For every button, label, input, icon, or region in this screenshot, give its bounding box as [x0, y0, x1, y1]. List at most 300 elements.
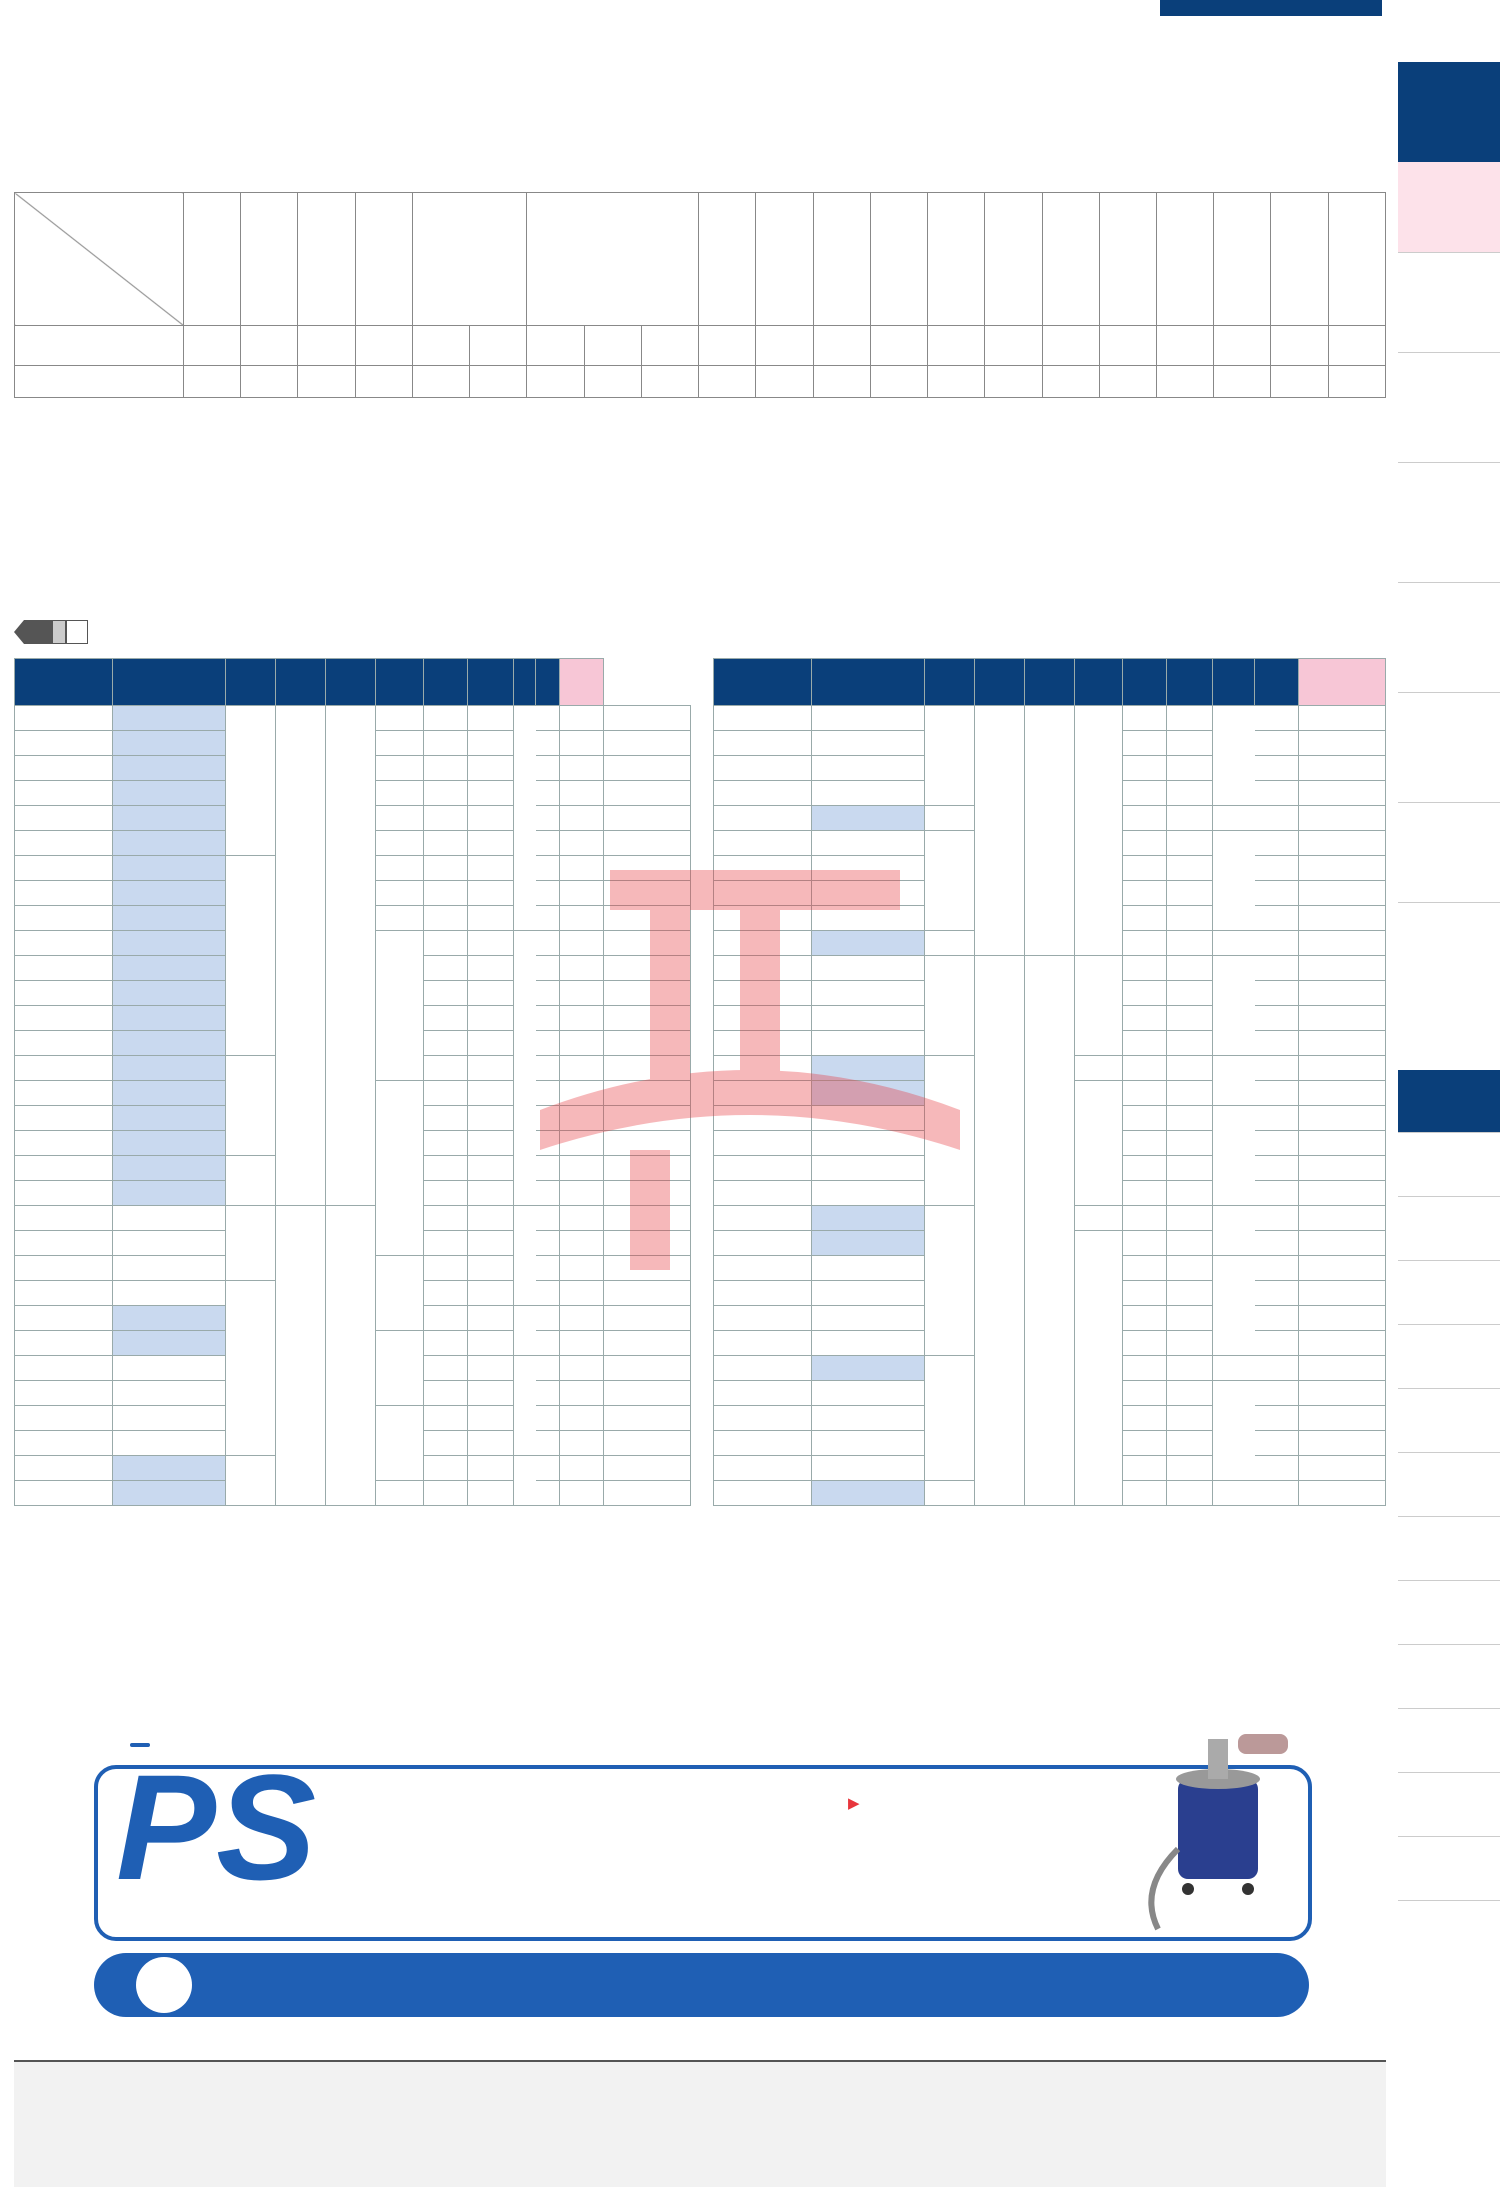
pl-value [468, 1481, 514, 1506]
weight-value [560, 1456, 604, 1481]
col-header [536, 659, 560, 706]
price-value [604, 806, 691, 831]
diameter [113, 906, 226, 931]
pl-value [1167, 906, 1213, 931]
material-code [584, 326, 641, 366]
diameter [812, 1131, 925, 1156]
pl-value [1167, 1106, 1213, 1131]
edp-number [714, 1481, 812, 1506]
material-code [870, 326, 927, 366]
stock-symbol [1255, 1256, 1299, 1281]
price-value [604, 1106, 691, 1131]
diameter [113, 1331, 226, 1356]
stock-symbol [1255, 956, 1299, 981]
product-table-right [713, 658, 1386, 1506]
table-row [714, 706, 1386, 731]
stock-class [1213, 1481, 1255, 1506]
ls-value [1123, 1356, 1167, 1381]
suitability-symbol [470, 366, 527, 398]
stock-symbol [1255, 1056, 1299, 1081]
ls-value [424, 1056, 468, 1081]
ls-value [1123, 856, 1167, 881]
weight-value [560, 781, 604, 806]
stock-symbol [536, 1131, 560, 1156]
lu-value [226, 1056, 276, 1156]
arrow-icon: ▶ [848, 1794, 860, 1812]
pl-value [468, 1106, 514, 1131]
stock-class [1213, 1356, 1255, 1381]
ls-value [424, 1431, 468, 1456]
stock-symbol [1255, 981, 1299, 1006]
ls-value [424, 856, 468, 881]
dcon-value [376, 931, 424, 1081]
material-header [813, 193, 870, 326]
stock-symbol [536, 881, 560, 906]
osg-app-banner[interactable] [94, 1953, 1309, 2017]
dcon-value [376, 706, 424, 731]
pl-value [1167, 1306, 1213, 1331]
material-code [699, 326, 756, 366]
ls-value [424, 1281, 468, 1306]
ls-value [1123, 1031, 1167, 1056]
material-header [870, 193, 927, 326]
sub-tab-12[interactable] [1398, 1836, 1500, 1901]
col-header [1075, 659, 1123, 706]
ls-value [1123, 1306, 1167, 1331]
pl-value [1167, 781, 1213, 806]
pl-value [1167, 856, 1213, 881]
diameter [812, 1406, 925, 1431]
pl-value [468, 781, 514, 806]
diameter [812, 1081, 925, 1106]
stock-symbol [536, 731, 560, 756]
sub-tab-11[interactable] [1398, 1772, 1500, 1837]
weight-value [560, 1431, 604, 1456]
stock-symbol [1255, 1206, 1299, 1231]
diameter [812, 781, 925, 806]
weight-value [560, 1206, 604, 1231]
pl-value [1167, 1281, 1213, 1306]
material-code [1099, 326, 1156, 366]
diameter [812, 1156, 925, 1181]
ps-series-banner[interactable] [94, 1743, 1312, 1941]
ls-value [1123, 1156, 1167, 1181]
from-dc [52, 620, 66, 644]
price-value [604, 1231, 691, 1256]
material-header [928, 193, 985, 326]
suitability-symbol [813, 366, 870, 398]
ls-value [1123, 956, 1167, 981]
material-code [470, 326, 527, 366]
sub-tab-6[interactable] [1398, 1452, 1500, 1517]
price-value [604, 1181, 691, 1206]
ls-value [424, 1256, 468, 1281]
ls-value [424, 1156, 468, 1181]
diameter [113, 1056, 226, 1081]
diameter [812, 731, 925, 756]
weight-value [560, 831, 604, 856]
sub-tab-8[interactable] [1398, 1580, 1500, 1645]
price-value [604, 1256, 691, 1281]
weight-value [1299, 706, 1386, 731]
edp-number [714, 931, 812, 956]
edp-number [714, 1056, 812, 1081]
diameter [812, 1181, 925, 1206]
side-tab-7[interactable] [1398, 802, 1500, 903]
ls-value [424, 1106, 468, 1131]
col-header [468, 659, 514, 706]
sub-tab-1[interactable] [1398, 1132, 1500, 1197]
edp-number [15, 981, 113, 1006]
weight-value [560, 1181, 604, 1206]
diameter [812, 931, 925, 956]
diameter [812, 806, 925, 831]
ls-value [424, 1006, 468, 1031]
stock-class [1213, 931, 1255, 956]
col-header [1255, 659, 1299, 706]
ls-value [1123, 931, 1167, 956]
edp-number [714, 781, 812, 806]
material-header [184, 193, 241, 326]
edp-number [15, 1431, 113, 1456]
weight-value [1299, 731, 1386, 756]
pl-value [1167, 1031, 1213, 1056]
material-code [241, 326, 298, 366]
oal-value [1025, 706, 1075, 956]
price-value [604, 881, 691, 906]
edp-number [15, 1031, 113, 1056]
price-value [604, 1056, 691, 1081]
edp-number [714, 731, 812, 756]
col-header [1025, 659, 1075, 706]
weight-value [1299, 1481, 1386, 1506]
diameter [113, 1031, 226, 1056]
pl-value [468, 1306, 514, 1331]
diameter [113, 756, 226, 781]
lu-value [925, 1356, 975, 1481]
edp-number [714, 906, 812, 931]
stock-class [1213, 1381, 1255, 1481]
stock-symbol [536, 706, 560, 731]
ls-value [424, 1356, 468, 1381]
suitability-symbol [1328, 366, 1385, 398]
stock-symbol [536, 956, 560, 981]
price-value [604, 906, 691, 931]
weight-value [1299, 906, 1386, 931]
diameter [113, 981, 226, 1006]
stock-symbol [536, 1456, 560, 1481]
ls-value [424, 1456, 468, 1481]
material-code [1271, 326, 1328, 366]
ls-value [1123, 1456, 1167, 1481]
pl-value [468, 1381, 514, 1406]
price-value [604, 1356, 691, 1381]
col-header [714, 659, 812, 706]
stock-symbol [536, 756, 560, 781]
stock-symbol [1255, 831, 1299, 856]
pl-value [468, 1256, 514, 1281]
price-value [604, 1331, 691, 1356]
sub-tab-2[interactable] [1398, 1196, 1500, 1261]
edp-number [15, 831, 113, 856]
material-table [14, 192, 1386, 398]
diameter [812, 1481, 925, 1506]
side-tab-5[interactable] [1398, 582, 1500, 693]
lu-value [226, 856, 276, 1056]
side-tab-1[interactable] [1398, 162, 1500, 253]
weight-value [1299, 1456, 1386, 1481]
ls-value [424, 1381, 468, 1406]
weight-value [560, 1281, 604, 1306]
dcon-value [376, 1256, 424, 1331]
edp-number [15, 756, 113, 781]
weight-value [560, 1056, 604, 1081]
pl-value [1167, 1081, 1213, 1106]
edp-number [15, 1106, 113, 1131]
weight-value [1299, 881, 1386, 906]
sub-tab-4[interactable] [1398, 1324, 1500, 1389]
side-tab-3[interactable] [1398, 352, 1500, 463]
suitability-symbol [1214, 366, 1271, 398]
product-table-left [14, 658, 691, 1506]
material-code [355, 326, 412, 366]
material-code [1156, 326, 1213, 366]
price-value [604, 981, 691, 1006]
material-header [1042, 193, 1099, 326]
table-row [15, 706, 691, 731]
stock-class [514, 706, 536, 931]
weight-value [1299, 1031, 1386, 1056]
diameter [113, 731, 226, 756]
diameter [113, 1381, 226, 1406]
material-code [184, 326, 241, 366]
stock-symbol [536, 1281, 560, 1306]
suitability-symbol [699, 366, 756, 398]
stock-symbol [536, 1081, 560, 1106]
pl-value [468, 731, 514, 756]
edp-number [15, 1406, 113, 1431]
edp-number [714, 1106, 812, 1131]
ls-value [1123, 1106, 1167, 1131]
stock-symbol [536, 1406, 560, 1431]
ls-value [1123, 831, 1167, 856]
dcon-value [376, 1331, 424, 1406]
ls-value [1123, 781, 1167, 806]
pl-value [1167, 1381, 1213, 1406]
side-tab-4[interactable] [1398, 462, 1500, 583]
pl-value [468, 831, 514, 856]
sub-tab-7[interactable] [1398, 1516, 1500, 1581]
ls-value [424, 1206, 468, 1231]
diameter [812, 1256, 925, 1281]
lu-value [925, 1056, 975, 1206]
sub-tab-3[interactable] [1398, 1260, 1500, 1325]
sub-tab-9[interactable] [1398, 1644, 1500, 1709]
side-tab-6[interactable] [1398, 692, 1500, 803]
pl-value [1167, 1181, 1213, 1206]
ls-value [424, 1031, 468, 1056]
weight-value [1299, 756, 1386, 781]
side-index [1398, 62, 1500, 2185]
edp-number [714, 1331, 812, 1356]
price-value [604, 1206, 691, 1231]
lu-value [226, 1281, 276, 1456]
oal-value [326, 706, 376, 1206]
ls-value [1123, 1431, 1167, 1456]
stock-symbol [1255, 1131, 1299, 1156]
stock-symbol [536, 1481, 560, 1506]
weight-value [560, 756, 604, 781]
lu-value [925, 931, 975, 956]
edp-number [714, 1031, 812, 1056]
diameter [812, 981, 925, 1006]
pl-value [468, 1281, 514, 1306]
sub-tab-10[interactable] [1398, 1708, 1500, 1773]
material-corner [15, 193, 184, 326]
weight-value [1299, 781, 1386, 806]
ls-value [424, 1406, 468, 1431]
stock-symbol [1255, 1181, 1299, 1206]
pl-value [468, 806, 514, 831]
material-header [1099, 193, 1156, 326]
lu-value [925, 706, 975, 806]
material-code [527, 326, 584, 366]
stock-symbol [1255, 931, 1299, 956]
weight-value [1299, 831, 1386, 856]
diameter [113, 931, 226, 956]
edp-number [714, 956, 812, 981]
suitability-symbol [1271, 366, 1328, 398]
weight-value [1299, 1181, 1386, 1206]
pl-value [1167, 1406, 1213, 1431]
diameter [812, 881, 925, 906]
diameter [113, 856, 226, 881]
stock-symbol [536, 1431, 560, 1456]
edp-number [15, 906, 113, 931]
col-header [326, 659, 376, 706]
lcf-value [975, 956, 1025, 1506]
sub-tab-0[interactable] [1398, 1070, 1500, 1133]
edp-number [15, 1156, 113, 1181]
pl-value [1167, 956, 1213, 981]
edp-number [15, 1006, 113, 1031]
suitability-symbol [985, 366, 1042, 398]
edp-number [714, 981, 812, 1006]
weight-value [560, 731, 604, 756]
material-header [527, 193, 699, 326]
diameter [113, 1481, 226, 1506]
weight-value [560, 1256, 604, 1281]
stock-class [1213, 1106, 1255, 1206]
ls-value [1123, 1056, 1167, 1081]
edp-number [714, 856, 812, 881]
weight-value [1299, 1081, 1386, 1106]
dcon-value [376, 831, 424, 856]
stock-symbol [1255, 1106, 1299, 1131]
pl-value [1167, 1481, 1213, 1506]
stock-symbol [1255, 706, 1299, 731]
diameter [113, 706, 226, 731]
diameter [812, 1031, 925, 1056]
col-header [1123, 659, 1167, 706]
ls-value [424, 1081, 468, 1106]
pl-value [1167, 1006, 1213, 1031]
stock-symbol [536, 1006, 560, 1031]
price-value [604, 706, 691, 731]
ls-value [424, 931, 468, 956]
col-header [925, 659, 975, 706]
material-header [1156, 193, 1213, 326]
sub-tab-5[interactable] [1398, 1388, 1500, 1453]
dcon-value [376, 806, 424, 831]
ls-value [1123, 881, 1167, 906]
edp-number [714, 1281, 812, 1306]
side-tab-2[interactable] [1398, 252, 1500, 353]
lcf-value [276, 1206, 326, 1506]
weight-value [1299, 1356, 1386, 1381]
stock-symbol [1255, 806, 1299, 831]
price-value [604, 1031, 691, 1056]
col-header [812, 659, 925, 706]
material-header [699, 193, 756, 326]
stock-symbol [536, 1156, 560, 1181]
edp-number [714, 1381, 812, 1406]
suitability-symbol [1156, 366, 1213, 398]
ps-title [308, 1791, 314, 1831]
material-header [985, 193, 1042, 326]
price-value [604, 756, 691, 781]
material-code [1328, 326, 1385, 366]
edp-number [714, 1206, 812, 1231]
weight-value [560, 906, 604, 931]
stock-symbol [1255, 1031, 1299, 1056]
suitability-symbol [1042, 366, 1099, 398]
side-tab-0[interactable] [1398, 62, 1500, 163]
stock-symbol [1255, 856, 1299, 881]
suitability-symbol [355, 366, 412, 398]
pl-value [468, 1206, 514, 1231]
suitability-symbol [584, 366, 641, 398]
stock-symbol [536, 1331, 560, 1356]
ps-logo-icon [106, 1743, 317, 1919]
pl-value [468, 1181, 514, 1206]
edp-number [15, 806, 113, 831]
stock-symbol [536, 856, 560, 881]
dcon-value [1075, 1206, 1123, 1231]
stock-symbol [1255, 1231, 1299, 1256]
vacuum-cleaner-icon [1138, 1729, 1308, 1939]
abbreviation-header [15, 326, 184, 366]
product-code [15, 366, 184, 398]
stock-symbol [536, 1106, 560, 1131]
stock-symbol [1255, 1481, 1299, 1506]
col-header [15, 659, 113, 706]
edp-number [15, 1331, 113, 1356]
ls-value [1123, 1381, 1167, 1406]
material-header [1328, 193, 1385, 326]
lu-value [226, 706, 276, 856]
diameter [113, 1181, 226, 1206]
stock-class [1213, 956, 1255, 1056]
diameter [113, 956, 226, 981]
edp-number [15, 781, 113, 806]
stock-symbol [536, 806, 560, 831]
material-header [756, 193, 813, 326]
pl-value [1167, 1256, 1213, 1281]
ls-value [424, 1181, 468, 1206]
stock-symbol [536, 981, 560, 1006]
weight-value [1299, 1231, 1386, 1256]
